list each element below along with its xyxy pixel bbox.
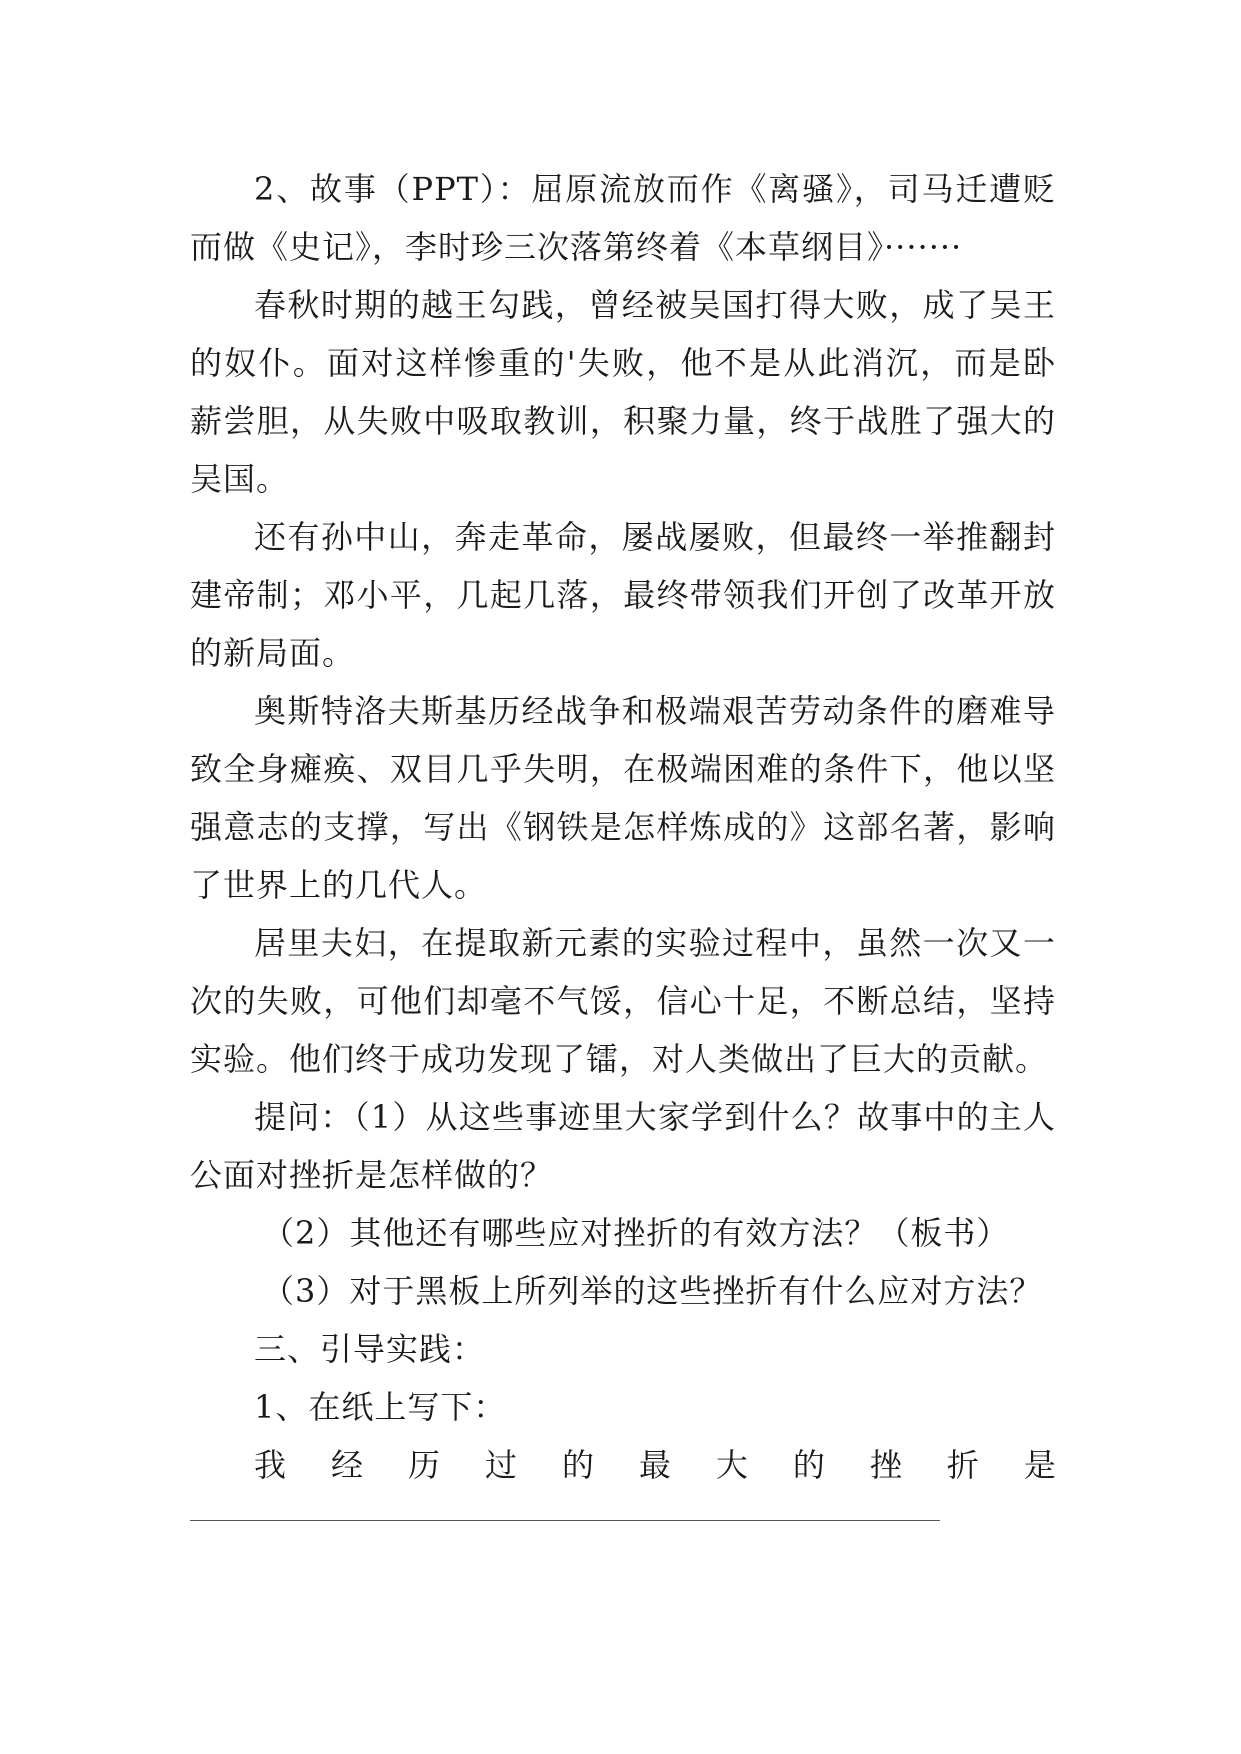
paragraph-goujian: 春秋时期的越王勾践，曾经被吴国打得大败，成了吴王的奴仆。面对这样惨重的'失败，他不是从此消沉，而是卧薪尝胆，从失败中吸取教训，积聚力量，终于战胜了强大的吴国。 bbox=[190, 286, 1056, 498]
paragraph-ostrovsky: 奥斯特洛夫斯基历经战争和极端艰苦劳动条件的磨难导致全身瘫痪、双目几乎失明，在极端困难的条件下，他以坚强意志的支撑，写出《钢铁是怎样炼成的》这部名著，影响了世界上的几代人。 bbox=[190, 692, 1056, 904]
fill-char: 折 bbox=[946, 1446, 979, 1484]
fill-char: 历 bbox=[407, 1446, 440, 1484]
fill-in-prompt bbox=[254, 1436, 1056, 1494]
paragraph-story-intro: 2、故事（PPT）：屈原流放而作《离骚》，司马迁遭贬而做《史记》，李时珍三次落第终着《本草纲目》······· bbox=[190, 170, 1056, 266]
paragraph-question-3: （3）对于黑板上所列举的这些挫折有什么应对方法？ bbox=[262, 1272, 1043, 1310]
fill-char: 是 bbox=[1023, 1446, 1056, 1484]
paragraph-question-1: 提问：（1）从这些事迹里大家学到什么？故事中的主人公面对挫折是怎样做的？ bbox=[190, 1098, 1056, 1194]
fill-char: 我 bbox=[254, 1446, 287, 1484]
document-page bbox=[190, 160, 1056, 1521]
paragraph-question-2: （2）其他还有哪些应对挫折的有效方法？（板书） bbox=[262, 1214, 1010, 1252]
fill-char: 经 bbox=[330, 1446, 363, 1484]
paragraph-sun-deng: 还有孙中山，奔走革命，屡战屡败，但最终一举推翻封建帝制；邓小平，几起几落，最终带领我们开创了改革开放的新局面。 bbox=[190, 518, 1056, 672]
fill-in-blank-line[interactable] bbox=[190, 1520, 940, 1521]
fill-char: 的 bbox=[792, 1446, 825, 1484]
fill-char: 过 bbox=[484, 1446, 517, 1484]
fill-char: 的 bbox=[561, 1446, 594, 1484]
paragraph-practice-1: 1、在纸上写下： bbox=[254, 1388, 507, 1426]
fill-char: 挫 bbox=[869, 1446, 902, 1484]
fill-char: 大 bbox=[715, 1446, 748, 1484]
paragraph-curie: 居里夫妇，在提取新元素的实验过程中，虽然一次又一次的失败，可他们却毫不气馁，信心十足，不断总结，坚持实验。他们终于成功发现了镭，对人类做出了巨大的贡献。 bbox=[190, 924, 1056, 1078]
paragraph-section-3: 三、引导实践： bbox=[254, 1330, 486, 1368]
fill-char: 最 bbox=[638, 1446, 671, 1484]
